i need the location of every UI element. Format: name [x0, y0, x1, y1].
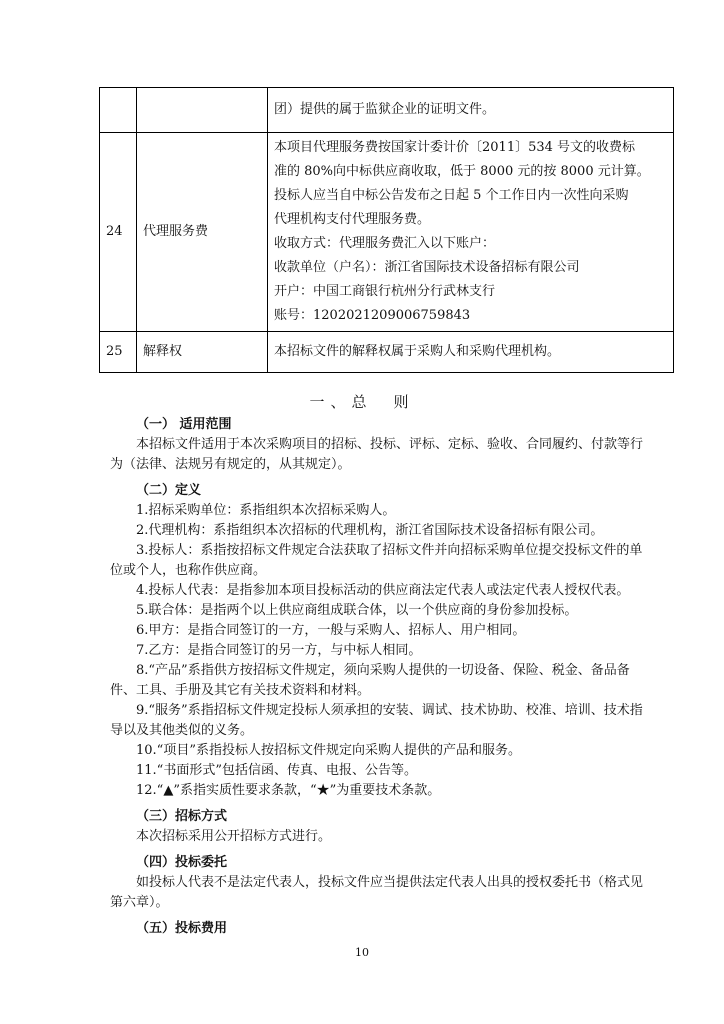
content-line: 账号：1202021209006759843 — [274, 308, 471, 323]
definition-item: 1.招标采购单位：系指组织本次招标采购人。 — [136, 503, 396, 518]
definition-item: 12.“▲”系指实质性要求条款，“★”为重要技术条款。 — [136, 783, 441, 798]
spec-table — [99, 87, 674, 373]
row-content — [268, 88, 674, 133]
row-item-name: 代理服务费 — [137, 133, 268, 332]
content-line: 准的 80%向中标供应商收取，低于 8000 元的按 8000 元计算。 — [274, 164, 650, 179]
content-line: 代理机构支付代理服务费。 — [274, 212, 431, 227]
table-row — [100, 133, 674, 332]
definition-item: 9.“服务”系指招标文件规定投标人须承担的安装、调试、技术协助、校准、培训、技术指导以及其他类似的义务。 — [110, 703, 643, 738]
row-item-name — [137, 88, 268, 133]
subsection-heading: （三）招标方式 — [136, 809, 228, 824]
subsection-heading: （二）定义 — [136, 483, 202, 498]
definition-item: 7.乙方：是指合同签订的另一方，与中标人相同。 — [136, 643, 422, 658]
row-number: 25 — [100, 332, 137, 373]
definition-item: 10.“项目”系指投标人按招标文件规定向采购人提供的产品和服务。 — [136, 743, 521, 758]
subsection-heading: （五）投标费用 — [136, 921, 228, 936]
subsection-heading: （一） 适用范围 — [136, 417, 232, 432]
paragraph: 本次招标采用公开招标方式进行。 — [136, 829, 332, 844]
definition-item: 6.甲方：是指合同签订的一方，一般与采购人、招标人、用户相同。 — [136, 623, 526, 638]
row-content — [268, 332, 674, 373]
content-line: 收款单位（户名）：浙江省国际技术设备招标有限公司 — [274, 260, 580, 275]
definition-item: 11.“书面形式”包括信函、传真、电报、公告等。 — [136, 763, 417, 778]
content-line: 团）提供的属于监狱企业的证明文件。 — [274, 102, 496, 117]
definition-item: 8.“产品”系指供方按招标文件规定，须向采购人提供的一切设备、保险、税金、备品备件、工具、手册及其它有关技术资料和材料。 — [110, 663, 630, 698]
content-line: 收取方式：代理服务费汇入以下账户： — [274, 236, 496, 251]
content-line: 本招标文件的解释权属于采购人和采购代理机构。 — [274, 344, 561, 359]
definition-item: 2.代理机构：系指组织本次招标的代理机构，浙江省国际技术设备招标有限公司。 — [136, 523, 604, 538]
definition-item: 5.联合体：是指两个以上供应商组成联合体，以一个供应商的身份参加投标。 — [136, 603, 578, 618]
definition-item: 3.投标人：系指按招标文件规定合法获取了招标文件并向招标采购单位提交投标文件的单位或个人，也称作供应商。 — [110, 543, 643, 578]
subsection-heading: （四）投标委托 — [136, 855, 228, 870]
definition-item: 4.投标人代表：是指参加本项目投标活动的供应商法定代表人或法定代表人授权代表。 — [136, 583, 630, 598]
row-number: 24 — [100, 133, 137, 332]
section-body — [110, 415, 655, 939]
table-row — [100, 332, 674, 373]
section-title: 一、总 则 — [309, 393, 415, 411]
content-line: 投标人应当自中标公告发布之日起 5 个工作日内一次性向采购 — [274, 188, 629, 203]
content-line: 本项目代理服务费按国家计委计价〔2011〕534 号文的收费标 — [274, 140, 636, 155]
content-line: 开户：中国工商银行杭州分行武林支行 — [274, 284, 496, 299]
page-number: 10 — [355, 946, 369, 959]
row-item-name: 解释权 — [137, 332, 268, 373]
paragraph: 如投标人代表不是法定代表人，投标文件应当提供法定代表人出具的授权委托书（格式见第六章）。 — [110, 875, 644, 910]
row-number — [100, 88, 137, 133]
row-content — [268, 133, 674, 332]
paragraph: 本招标文件适用于本次采购项目的招标、投标、评标、定标、验收、合同履约、付款等行为（法律、法规另有规定的，从其规定）。 — [110, 437, 644, 472]
table-row — [100, 88, 674, 133]
